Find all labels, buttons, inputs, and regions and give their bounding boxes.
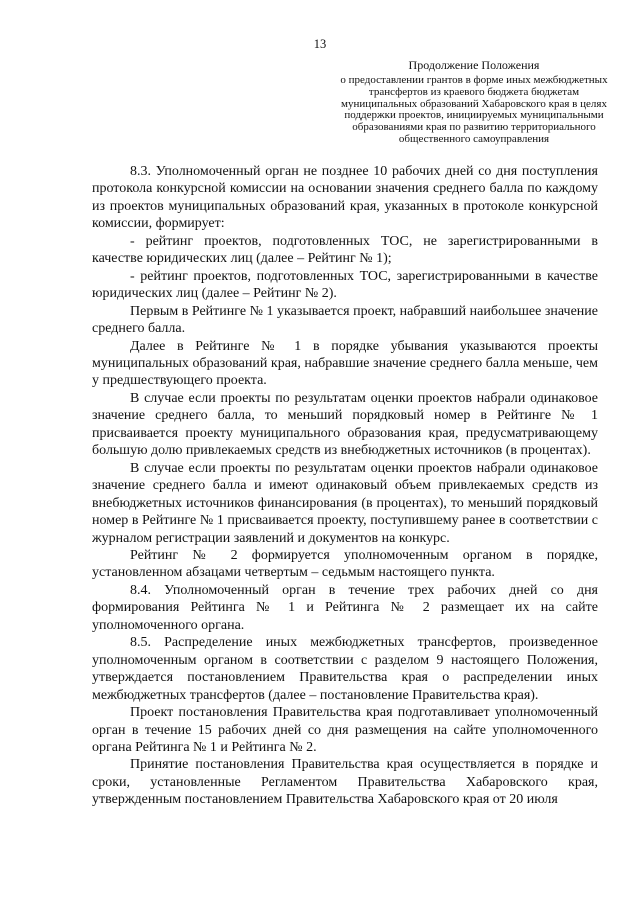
paragraph-8-4: 8.4. Уполномоченный орган в течение трех рабочих дней со дня формирования Рейтинга № 1 и Рейтинга № 2 размещает их на сайте уполномоченного органа. [92, 582, 598, 633]
page-number: 13 [313, 37, 327, 51]
paragraph: Далее в Рейтинге № 1 в порядке убывания указываются проекты муниципальных образований края, набравшие значение среднего балла меньше, чем у предшествующего проекта. [92, 338, 598, 389]
list-item-rating-1: - рейтинг проектов, подготовленных ТОС, не зарегистрированными в качестве юридических лиц (далее – Рейтинг № 1); [92, 233, 598, 267]
paragraph: Проект постановления Правительства края подготавливает уполномоченный орган в течение 15 рабочих дней со дня размещения на сайте уполномоченного органа Рейтинга № 1 и Рейтинга № 2. [92, 705, 598, 755]
paragraph: В случае если проекты по результатам оценки проектов набрали одинаковое значение среднего балла и имеют одинаковый объем привлекаемых средств из внебюджетных источников финансирования (в процентах), то меньший порядковый номер в Рейтинге № 1 присваивается проекту, поступившему ранее в соответствии с журналом регистрации заявлений и документов на конкурс. [92, 460, 598, 546]
paragraph: Первым в Рейтинге № 1 указывается проект, набравший наибольшее значение среднего балла. [92, 303, 598, 337]
document-header [330, 58, 618, 146]
header-title: Продолжение Положения [408, 58, 540, 72]
paragraph-8-3: 8.3. Уполномоченный орган не позднее 10 рабочих дней со дня поступления протокола конкурсной комиссии на основании значения среднего балла по каждому из проектов муниципальных образований края, указанных в протоколе конкурсной комиссии, формирует: [92, 164, 598, 232]
header-subtitle: о предоставлении грантов в форме иных межбюджетных трансфертов из краевого бюджета бюджетам муниципальных образований Хабаровского края в целях поддержки проектов, инициируемых муниципальными образованиями края по развитию территориального общественного самоуправления [340, 74, 608, 145]
document-body [92, 163, 598, 809]
paragraph-8-5: 8.5. Распределение иных межбюджетных трансфертов, произведенное уполномоченным органом в соответствии с разделом 9 настоящего Положения, утверждается постановлением Правительства края о распределении иных межбюджетных трансфертов (далее – постановление Правительства края). [92, 635, 598, 703]
list-item-rating-2: - рейтинг проектов, подготовленных ТОС, зарегистрированными в качестве юридических лиц (далее – Рейтинг № 2). [92, 268, 598, 302]
paragraph: Принятие постановления Правительства края осуществляется в порядке и сроки, установленные Регламентом Правительства Хабаровского края, утвержденным постановлением Правительства Хабаровского края от 20 июля [92, 757, 598, 808]
paragraph: В случае если проекты по результатам оценки проектов набрали одинаковое значение среднего балла, то меньший порядковый номер в Рейтинге № 1 присваивается проекту муниципального образования края, предусматривающему большую долю привлекаемых средств из внебюджетных источников (в процентах). [92, 390, 598, 459]
paragraph: Рейтинг № 2 формируется уполномоченным органом в порядке, установленном абзацами четвертым – седьмым настоящего пункта. [92, 547, 598, 581]
